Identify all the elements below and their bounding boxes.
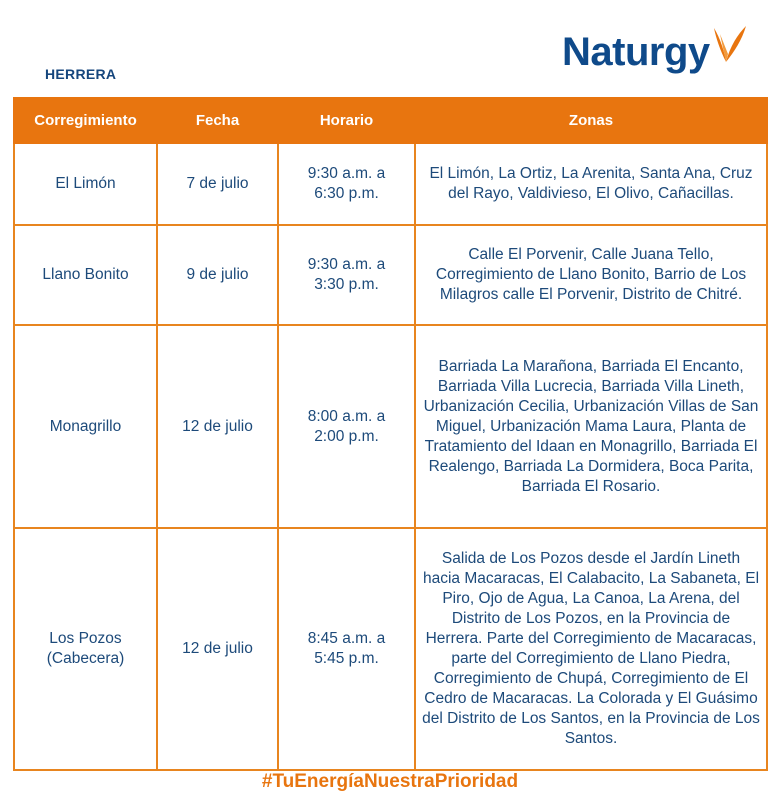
cell-corregimiento: Llano Bonito [14,225,157,325]
cell-zonas: Barriada La Marañona, Barriada El Encanto, Barriada Villa Lucrecia, Barriada Villa Lineth, Urbanización Cecilia, Urbanización Villas de San Miguel, Urbanización Mama Laura, Planta de Tratamiento del Idaan en Monagrillo, Barriada El Realengo, Barriada La Dormidera, Boca Parita, Barriada El Rosario. [415,325,767,528]
column-header-horario: Horario [278,98,415,143]
cell-fecha: 12 de julio [157,528,278,770]
cell-horario: 9:30 a.m. a 6:30 p.m. [278,143,415,225]
column-header-zonas: Zonas [415,98,767,143]
table-header-row [14,98,767,143]
cell-fecha: 12 de julio [157,325,278,528]
column-header-fecha: Fecha [157,98,278,143]
cell-fecha: 7 de julio [157,143,278,225]
butterfly-icon [712,24,748,73]
region-title: HERRERA [45,66,117,82]
table-row [14,528,767,770]
table-row [14,325,767,528]
cell-zonas: El Limón, La Ortiz, La Arenita, Santa Ana, Cruz del Rayo, Valdivieso, El Olivo, Cañacillas. [415,143,767,225]
cell-corregimiento: El Limón [14,143,157,225]
cell-corregimiento: Los Pozos (Cabecera) [14,528,157,770]
outage-schedule-table [13,97,768,771]
cell-horario: 8:00 a.m. a 2:00 p.m. [278,325,415,528]
cell-zonas: Calle El Porvenir, Calle Juana Tello, Corregimiento de Llano Bonito, Barrio de Los Milagros calle El Porvenir, Distrito de Chitré. [415,225,767,325]
cell-zonas: Salida de Los Pozos desde el Jardín Lineth hacia Macaracas, El Calabacito, La Sabaneta, El Piro, Ojo de Agua, La Canoa, La Arena, del Distrito de Los Pozos, en la Provincia de Herrera. Parte del Corregimiento de Macaracas, parte del Corregimiento de Llano Piedra, Corregimiento de Chupá, Corregimiento de El Cedro de Macaracas. La Colorada y El Guásimo del Distrito de Los Santos, en la Provincia de Los Santos. [415,528,767,770]
cell-horario: 9:30 a.m. a 3:30 p.m. [278,225,415,325]
logo-text: Naturgy [562,30,710,74]
cell-horario: 8:45 a.m. a 5:45 p.m. [278,528,415,770]
campaign-hashtag: #TuEnergíaNuestraPrioridad [261,771,519,792]
column-header-corregimiento: Corregimiento [14,98,157,143]
naturgy-logo [562,22,748,82]
table-row [14,143,767,225]
cell-fecha: 9 de julio [157,225,278,325]
cell-corregimiento: Monagrillo [14,325,157,528]
table-row [14,225,767,325]
